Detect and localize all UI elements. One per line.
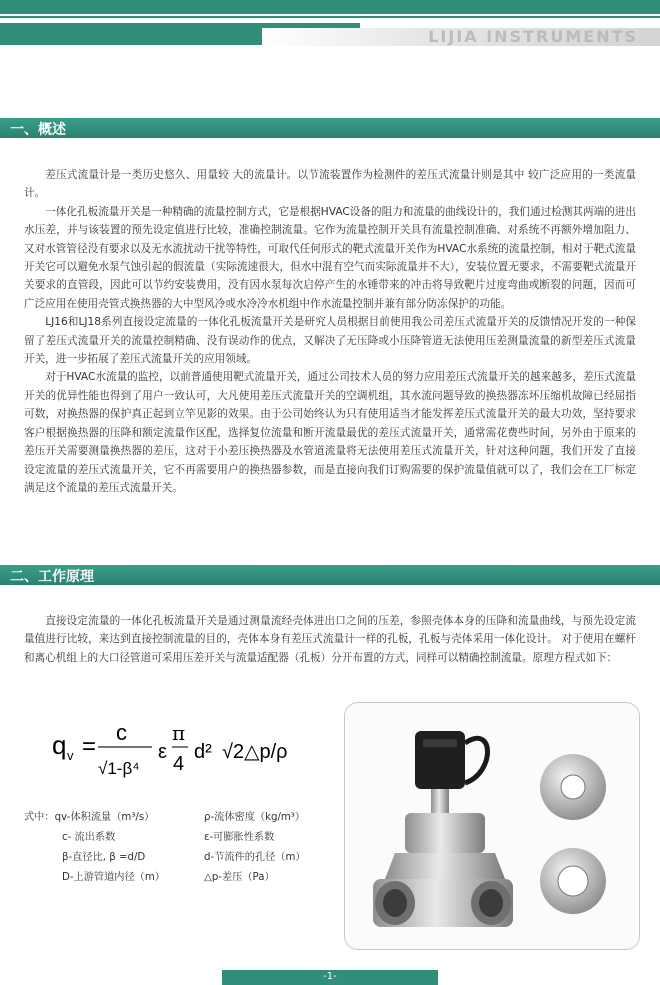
formula-equals: = (82, 733, 97, 760)
formula-v: v (67, 748, 74, 763)
overview-paragraph-2: 一体化孔板流量开关是一种精确的流量控制方式，它是根据HVAC设备的阻力和流量的曲线设计的，我们通过检测其两端的进出水压差，并与该装置的预先设定值进行比较，准确控制流量。它作为流量控制开关具有流量控制准确、对系统不再额外增加阻力、又对水管管径没有要求以及无水流扰动干扰等特性，可取代任何形式的靶式流量开关作为HVAC水系统的流量控制，相对于靶式流量开关它可以避免水泵气蚀引起的假流量（实际流速很大，但水中混有空气而实际流量并不大），安装位置无要求，不需要靶式流量开关要求的直管段，因此可以节约安装费用，没有因水泵每次启停产生的水锤带来的冲击将导致靶片过度弯曲或断裂的问题，因而可广泛应用在使用壳管式换热器的大中型风冷或水冷冷水机组中作水流量控制并兼有部分防冻保护的功能。 (24, 205, 636, 310)
top-rule (0, 16, 660, 18)
legend-item: c- 流出系数 (62, 832, 116, 843)
formula-root: √2△p/ρ (222, 741, 288, 763)
brand-name: LIJIA INSTRUMENTS (428, 27, 638, 46)
legend-item: ρ-流体密度（kg/m³） (204, 812, 306, 823)
section-principle-title: 二、工作原理 (10, 569, 94, 585)
formula-c: c (116, 720, 127, 745)
formula-epsilon: ε (158, 741, 167, 763)
product-photo (344, 702, 640, 950)
legend-item: qv-体积流量（m³/s） (54, 812, 155, 823)
section-principle-bar (0, 565, 660, 585)
legend-item: ε-可膨胀性系数 (204, 832, 275, 843)
flow-formula (52, 716, 312, 786)
principle-text (24, 612, 636, 667)
section-overview-bar (0, 118, 660, 138)
valve-body-icon (405, 813, 485, 853)
legend-item: △p-差压（Pa） (204, 872, 275, 883)
overview-text (24, 166, 636, 497)
legend-item: β-直径比, β =d/D (62, 852, 146, 863)
overview-paragraph-4: 对于HVAC水流量的监控，以前普通使用靶式流量开关，通过公司技术人员的努力应用差压式流量开关的越来越多，差压式流量开关的优异性能也得到了用户一致认可，大凡使用差压式流量开关的空调机组，其水流问题导致的换热器冻坏压缩机故障已经屈指可数，对换热器的保护真正起到立竿见影的效果。由于公司始终认为只有使用适当才能发挥差压式流量开关的最大功效，坚持要求客户根据换热器的压降和额定流量作区配，选择复位流量和断开流量最优的差压式流量开关，通常需花费些时间，另外由于原来的差压开关需要测量换热器的差压，这对于小差压换热器及水管道流量将无法使用差压式流量开关，针对这种问题，我们开发了直接设定流量的差压式流量开关，它不再需要用户的换热器参数，而是直接向我们订购需要的保护流量值就可以了，我们会在工厂标定满足这个流量的差压式流量开关。 (24, 371, 636, 494)
section-overview-title: 一、概述 (10, 122, 66, 138)
page-number: -1- (323, 971, 337, 982)
formula-four: 4 (173, 753, 185, 775)
formula-graphic (52, 716, 312, 786)
page-footer (222, 970, 438, 985)
formula-denominator: √1-β⁴ (98, 759, 140, 778)
formula-q: q (52, 730, 67, 760)
cable-icon (465, 738, 488, 783)
flow-switch-illustration (345, 703, 639, 949)
legend-item: D-上游管道内径（m） (62, 872, 165, 883)
principle-paragraph: 直接设定流量的一体化孔板流量开关是通过测量流经壳体进出口之间的压差，参照壳体本身的压降和流量曲线，与预先设定流量值进行比较，来达到直接控制流量的目的，壳体本身有差压式流量计一样的孔板，孔板与壳体采用一体化设计。 对于使用在螺杆和离心机组上的大口径管道可采用压差开关与流量适配器（孔板）分开布置的方式，同样可以精确控制流量。原理方程式如下： (24, 615, 636, 664)
legend-item: d-节流件的孔径（m） (204, 852, 306, 863)
overview-paragraph-1: 差压式流量计是一类历史悠久、用量较 大的流量计。以节流装置作为检测件的差压式流量计则是其中 较广泛应用的一类流量计。 (24, 169, 636, 200)
formula-d-squared: d² (194, 741, 212, 763)
legend-label: 式中： (24, 812, 55, 823)
formula-pi: π (172, 721, 186, 745)
top-banner (0, 0, 660, 14)
overview-paragraph-3: LJ16和LJ18系列直接设定流量的一体化孔板流量开关是研究人员根据目前使用我公司差压式流量开关的反馈情况开发的一种保留了差压式流量开关的流量控制精确、没有误动作的优点，又解决了无压降或小压降管道无法使用压差测量流量的新型差压式流量开关，进一步拓展了差压式流量开关的应用领域。 (24, 316, 636, 366)
stem-icon (431, 789, 449, 813)
